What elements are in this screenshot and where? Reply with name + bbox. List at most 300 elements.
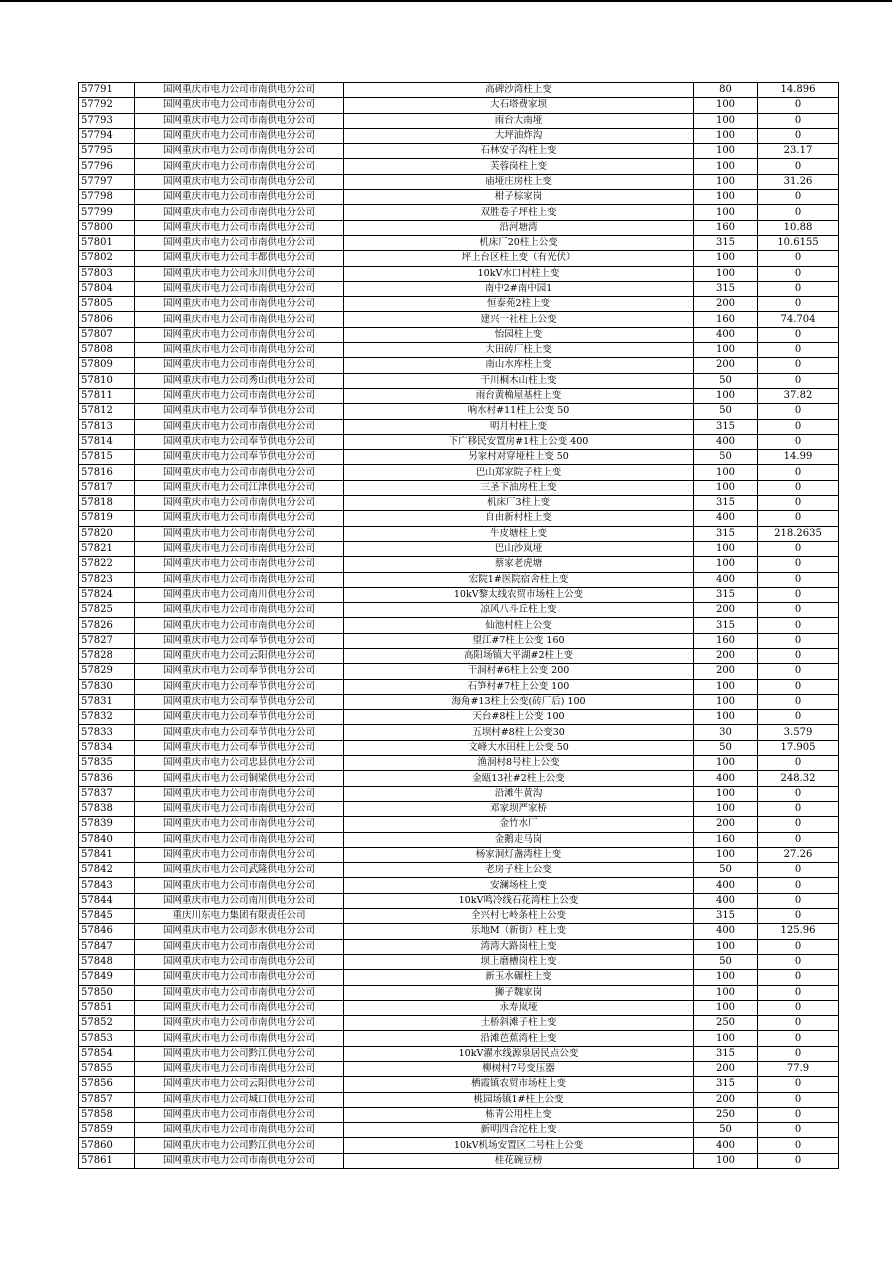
- row-id-cell: 57831: [79, 694, 135, 709]
- table-row: [79, 1031, 839, 1046]
- row-id-cell: 57841: [79, 847, 135, 862]
- capacity-cell: 100: [694, 98, 758, 113]
- row-id-cell: 57830: [79, 679, 135, 694]
- capacity-cell: 100: [694, 190, 758, 205]
- table-row: [79, 847, 839, 862]
- row-id-cell: 57798: [79, 190, 135, 205]
- transformer-name-cell: 坝上磨槽岗柱上变: [344, 954, 694, 969]
- table-row: [79, 1107, 839, 1122]
- company-cell: 国网重庆市电力公司市南供电分公司: [135, 419, 344, 434]
- capacity-cell: 160: [694, 832, 758, 847]
- transformer-name-cell: 南山水库柱上变: [344, 358, 694, 373]
- row-id-cell: 57835: [79, 756, 135, 771]
- value-cell: 0: [758, 817, 839, 832]
- table-row: [79, 970, 839, 985]
- capacity-cell: 50: [694, 450, 758, 465]
- transformer-name-cell: 天台#8柱上公变 100: [344, 710, 694, 725]
- transformer-name-cell: 邓家坝严家桥: [344, 801, 694, 816]
- row-id-cell: 57854: [79, 1046, 135, 1061]
- company-cell: 国网重庆市电力公司市南供电分公司: [135, 557, 344, 572]
- value-cell: 0: [758, 251, 839, 266]
- transformer-name-cell: 坪上台区柱上变（有光伏）: [344, 251, 694, 266]
- row-id-cell: 57847: [79, 939, 135, 954]
- row-id-cell: 57840: [79, 832, 135, 847]
- table-row: [79, 144, 839, 159]
- transformer-name-cell: 干洞村#6柱上公变 200: [344, 664, 694, 679]
- row-id-cell: 57818: [79, 496, 135, 511]
- transformer-name-cell: 巴山沙岚垭: [344, 541, 694, 556]
- capacity-cell: 80: [694, 83, 758, 98]
- table-row: [79, 939, 839, 954]
- company-cell: 国网重庆市电力公司秀山供电分公司: [135, 373, 344, 388]
- table-row: [79, 511, 839, 526]
- capacity-cell: 100: [694, 541, 758, 556]
- transformer-name-cell: 宏院1#医院宿舍柱上变: [344, 572, 694, 587]
- company-cell: 国网重庆市电力公司市南供电分公司: [135, 205, 344, 220]
- row-id-cell: 57832: [79, 710, 135, 725]
- table-row: [79, 1138, 839, 1153]
- row-id-cell: 57796: [79, 159, 135, 174]
- value-cell: 0: [758, 190, 839, 205]
- row-id-cell: 57848: [79, 954, 135, 969]
- row-id-cell: 57834: [79, 740, 135, 755]
- row-id-cell: 57839: [79, 817, 135, 832]
- table-row: [79, 235, 839, 250]
- capacity-cell: 400: [694, 771, 758, 786]
- capacity-cell: 315: [694, 1077, 758, 1092]
- capacity-cell: 100: [694, 128, 758, 143]
- capacity-cell: 100: [694, 113, 758, 128]
- transformer-name-cell: 渔洞村8号柱上公变: [344, 756, 694, 771]
- table-row: [79, 297, 839, 312]
- transformer-name-cell: 望江#7柱上公变 160: [344, 633, 694, 648]
- company-cell: 国网重庆市电力公司铜梁供电分公司: [135, 771, 344, 786]
- table-row: [79, 893, 839, 908]
- table-body: [79, 83, 839, 1169]
- table-row: [79, 832, 839, 847]
- row-id-cell: 57828: [79, 648, 135, 663]
- transformer-name-cell: 怡园柱上变: [344, 327, 694, 342]
- value-cell: 0: [758, 266, 839, 281]
- row-id-cell: 57793: [79, 113, 135, 128]
- transformer-name-cell: 巴山郑家院子柱上变: [344, 465, 694, 480]
- value-cell: 0: [758, 618, 839, 633]
- company-cell: 国网重庆市电力公司市南供电分公司: [135, 465, 344, 480]
- capacity-cell: 400: [694, 511, 758, 526]
- row-id-cell: 57807: [79, 327, 135, 342]
- value-cell: 0: [758, 1000, 839, 1015]
- company-cell: 国网重庆市电力公司市南供电分公司: [135, 526, 344, 541]
- row-id-cell: 57810: [79, 373, 135, 388]
- value-cell: 0: [758, 893, 839, 908]
- capacity-cell: 50: [694, 740, 758, 755]
- value-cell: 0: [758, 985, 839, 1000]
- table-row: [79, 190, 839, 205]
- table-row: [79, 266, 839, 281]
- value-cell: 77.9: [758, 1062, 839, 1077]
- row-id-cell: 57861: [79, 1153, 135, 1168]
- transformer-name-cell: 文峰大水田柱上公变 50: [344, 740, 694, 755]
- value-cell: 0: [758, 786, 839, 801]
- transformer-name-cell: 沿滩芭蕉湾柱上变: [344, 1031, 694, 1046]
- value-cell: 0: [758, 694, 839, 709]
- capacity-cell: 100: [694, 786, 758, 801]
- value-cell: 3.579: [758, 725, 839, 740]
- capacity-cell: 315: [694, 419, 758, 434]
- table-row: [79, 1077, 839, 1092]
- value-cell: 0: [758, 1092, 839, 1107]
- table-row: [79, 725, 839, 740]
- capacity-cell: 50: [694, 373, 758, 388]
- table-row: [79, 83, 839, 98]
- company-cell: 国网重庆市电力公司市南供电分公司: [135, 786, 344, 801]
- transformer-name-cell: 安澜场柱上变: [344, 878, 694, 893]
- table-row: [79, 924, 839, 939]
- table-row: [79, 496, 839, 511]
- capacity-cell: 315: [694, 909, 758, 924]
- transformer-name-cell: 机床厂20柱上公变: [344, 235, 694, 250]
- transformer-name-cell: 南中2#南中园1: [344, 281, 694, 296]
- company-cell: 国网重庆市电力公司市南供电分公司: [135, 343, 344, 358]
- company-cell: 国网重庆市电力公司市南供电分公司: [135, 281, 344, 296]
- table-row: [79, 572, 839, 587]
- company-cell: 国网重庆市电力公司市南供电分公司: [135, 1153, 344, 1168]
- capacity-cell: 100: [694, 694, 758, 709]
- transformer-name-cell: 干川桐木山柱上变: [344, 373, 694, 388]
- capacity-cell: 200: [694, 648, 758, 663]
- row-id-cell: 57849: [79, 970, 135, 985]
- value-cell: 0: [758, 327, 839, 342]
- row-id-cell: 57850: [79, 985, 135, 1000]
- table-row: [79, 404, 839, 419]
- value-cell: 0: [758, 1046, 839, 1061]
- value-cell: 0: [758, 419, 839, 434]
- capacity-cell: 200: [694, 358, 758, 373]
- capacity-cell: 315: [694, 1046, 758, 1061]
- company-cell: 国网重庆市电力公司忠县供电分公司: [135, 756, 344, 771]
- transformer-name-cell: 五坝村#8柱上公变30: [344, 725, 694, 740]
- company-cell: 国网重庆市电力公司江津供电分公司: [135, 480, 344, 495]
- value-cell: 0: [758, 587, 839, 602]
- value-cell: 0: [758, 480, 839, 495]
- capacity-cell: 100: [694, 1031, 758, 1046]
- value-cell: 0: [758, 878, 839, 893]
- value-cell: 31.26: [758, 174, 839, 189]
- company-cell: 国网重庆市电力公司奉节供电分公司: [135, 434, 344, 449]
- row-id-cell: 57821: [79, 541, 135, 556]
- row-id-cell: 57795: [79, 144, 135, 159]
- row-id-cell: 57827: [79, 633, 135, 648]
- transformer-name-cell: 10kV机场安置区二号柱上公变: [344, 1138, 694, 1153]
- company-cell: 国网重庆市电力公司黔江供电分公司: [135, 1138, 344, 1153]
- company-cell: 国网重庆市电力公司永川供电分公司: [135, 266, 344, 281]
- company-cell: 国网重庆市电力公司市南供电分公司: [135, 847, 344, 862]
- company-cell: 国网重庆市电力公司市南供电分公司: [135, 83, 344, 98]
- value-cell: 0: [758, 909, 839, 924]
- company-cell: 国网重庆市电力公司奉节供电分公司: [135, 725, 344, 740]
- capacity-cell: 315: [694, 587, 758, 602]
- transformer-name-cell: 芙蓉岗柱上变: [344, 159, 694, 174]
- table-row: [79, 358, 839, 373]
- value-cell: 0: [758, 1077, 839, 1092]
- value-cell: 0: [758, 496, 839, 511]
- capacity-cell: 100: [694, 679, 758, 694]
- transformer-name-cell: 老房子柱上公变: [344, 863, 694, 878]
- company-cell: 国网重庆市电力公司南川供电分公司: [135, 893, 344, 908]
- capacity-cell: 100: [694, 251, 758, 266]
- table-row: [79, 1046, 839, 1061]
- company-cell: 国网重庆市电力公司市南供电分公司: [135, 618, 344, 633]
- capacity-cell: 50: [694, 1123, 758, 1138]
- table-row: [79, 909, 839, 924]
- table-row: [79, 312, 839, 327]
- value-cell: 14.99: [758, 450, 839, 465]
- value-cell: 0: [758, 373, 839, 388]
- row-id-cell: 57853: [79, 1031, 135, 1046]
- company-cell: 国网重庆市电力公司市南供电分公司: [135, 954, 344, 969]
- company-cell: 国网重庆市电力公司市南供电分公司: [135, 1031, 344, 1046]
- row-id-cell: 57816: [79, 465, 135, 480]
- row-id-cell: 57808: [79, 343, 135, 358]
- row-id-cell: 57800: [79, 220, 135, 235]
- transformer-name-cell: 乐地M（新街）柱上变: [344, 924, 694, 939]
- row-id-cell: 57837: [79, 786, 135, 801]
- value-cell: 0: [758, 1123, 839, 1138]
- transformer-name-cell: 下广移民安置房#1柱上公变 400: [344, 434, 694, 449]
- capacity-cell: 400: [694, 893, 758, 908]
- table-row: [79, 801, 839, 816]
- capacity-cell: 100: [694, 388, 758, 403]
- transformer-name-cell: 海角#13柱上公变(砖厂后) 100: [344, 694, 694, 709]
- value-cell: 0: [758, 679, 839, 694]
- page-top-border: [0, 0, 892, 2]
- transformer-name-cell: 大坪油炸沟: [344, 128, 694, 143]
- transformer-name-cell: 双胜卷子坪柱上变: [344, 205, 694, 220]
- table-row: [79, 1062, 839, 1077]
- transformer-name-cell: 土桥斜滩子柱上变: [344, 1016, 694, 1031]
- transformer-name-cell: 杨家洞灯盏湾柱上变: [344, 847, 694, 862]
- company-cell: 国网重庆市电力公司市南供电分公司: [135, 174, 344, 189]
- transformer-name-cell: 三圣下油房柱上变: [344, 480, 694, 495]
- capacity-cell: 400: [694, 924, 758, 939]
- table-row: [79, 480, 839, 495]
- company-cell: 国网重庆市电力公司市南供电分公司: [135, 572, 344, 587]
- company-cell: 国网重庆市电力公司市南供电分公司: [135, 1016, 344, 1031]
- transformer-name-cell: 桂花碗豆榜: [344, 1153, 694, 1168]
- capacity-cell: 100: [694, 985, 758, 1000]
- capacity-cell: 100: [694, 266, 758, 281]
- value-cell: 0: [758, 756, 839, 771]
- row-id-cell: 57811: [79, 388, 135, 403]
- company-cell: 国网重庆市电力公司市南供电分公司: [135, 220, 344, 235]
- table-row: [79, 450, 839, 465]
- table-row: [79, 664, 839, 679]
- company-cell: 国网重庆市电力公司市南供电分公司: [135, 190, 344, 205]
- table-row: [79, 786, 839, 801]
- table-row: [79, 1000, 839, 1015]
- capacity-cell: 400: [694, 1138, 758, 1153]
- row-id-cell: 57833: [79, 725, 135, 740]
- value-cell: 0: [758, 863, 839, 878]
- company-cell: 国网重庆市电力公司市南供电分公司: [135, 939, 344, 954]
- table-row: [79, 434, 839, 449]
- row-id-cell: 57857: [79, 1092, 135, 1107]
- value-cell: 10.88: [758, 220, 839, 235]
- row-id-cell: 57806: [79, 312, 135, 327]
- value-cell: 0: [758, 1107, 839, 1122]
- row-id-cell: 57858: [79, 1107, 135, 1122]
- transformer-name-cell: 蔡家老虎塘: [344, 557, 694, 572]
- value-cell: 0: [758, 404, 839, 419]
- capacity-cell: 200: [694, 1062, 758, 1077]
- transformer-name-cell: 石笋村#7柱上公变 100: [344, 679, 694, 694]
- value-cell: 0: [758, 572, 839, 587]
- capacity-cell: 160: [694, 220, 758, 235]
- value-cell: 0: [758, 832, 839, 847]
- capacity-cell: 100: [694, 710, 758, 725]
- transformer-name-cell: 栋青公用柱上变: [344, 1107, 694, 1122]
- value-cell: 0: [758, 358, 839, 373]
- table-row: [79, 954, 839, 969]
- row-id-cell: 57825: [79, 603, 135, 618]
- capacity-cell: 100: [694, 144, 758, 159]
- table-row: [79, 1153, 839, 1168]
- capacity-cell: 200: [694, 603, 758, 618]
- table-row: [79, 113, 839, 128]
- capacity-cell: 200: [694, 817, 758, 832]
- company-cell: 国网重庆市电力公司彭水供电分公司: [135, 924, 344, 939]
- row-id-cell: 57844: [79, 893, 135, 908]
- row-id-cell: 57814: [79, 434, 135, 449]
- value-cell: 0: [758, 281, 839, 296]
- value-cell: 74.704: [758, 312, 839, 327]
- value-cell: 218.2635: [758, 526, 839, 541]
- transformer-name-cell: 雨台黄桷屋基柱上变: [344, 388, 694, 403]
- row-id-cell: 57822: [79, 557, 135, 572]
- row-id-cell: 57803: [79, 266, 135, 281]
- table-row: [79, 863, 839, 878]
- company-cell: 国网重庆市电力公司市南供电分公司: [135, 817, 344, 832]
- transformer-name-cell: 大石塔费家坝: [344, 98, 694, 113]
- value-cell: 0: [758, 557, 839, 572]
- capacity-cell: 100: [694, 847, 758, 862]
- row-id-cell: 57859: [79, 1123, 135, 1138]
- table-row: [79, 710, 839, 725]
- capacity-cell: 100: [694, 465, 758, 480]
- table-row: [79, 557, 839, 572]
- row-id-cell: 57805: [79, 297, 135, 312]
- table-row: [79, 251, 839, 266]
- company-cell: 国网重庆市电力公司市南供电分公司: [135, 358, 344, 373]
- capacity-cell: 200: [694, 664, 758, 679]
- value-cell: 0: [758, 633, 839, 648]
- transformer-name-cell: 10kV水口村柱上变: [344, 266, 694, 281]
- transformer-name-cell: 栖霞镇农贸市场柱上变: [344, 1077, 694, 1092]
- row-id-cell: 57823: [79, 572, 135, 587]
- company-cell: 国网重庆市电力公司武隆供电分公司: [135, 863, 344, 878]
- company-cell: 国网重庆市电力公司市南供电分公司: [135, 541, 344, 556]
- company-cell: 国网重庆市电力公司云阳供电分公司: [135, 1077, 344, 1092]
- table-row: [79, 618, 839, 633]
- table-row: [79, 526, 839, 541]
- transformer-name-cell: 柳树村7号变压器: [344, 1062, 694, 1077]
- transformer-name-cell: 庙垭庄房柱上变: [344, 174, 694, 189]
- value-cell: 0: [758, 603, 839, 618]
- capacity-cell: 100: [694, 939, 758, 954]
- transformer-name-cell: 永寿岚垭: [344, 1000, 694, 1015]
- company-cell: 国网重庆市电力公司奉节供电分公司: [135, 679, 344, 694]
- company-cell: 国网重庆市电力公司市南供电分公司: [135, 98, 344, 113]
- capacity-cell: 160: [694, 312, 758, 327]
- transformer-name-cell: 金鹅走马岗: [344, 832, 694, 847]
- company-cell: 国网重庆市电力公司市南供电分公司: [135, 1000, 344, 1015]
- table-row: [79, 419, 839, 434]
- row-id-cell: 57802: [79, 251, 135, 266]
- table-row: [79, 587, 839, 602]
- table-row: [79, 343, 839, 358]
- value-cell: 0: [758, 98, 839, 113]
- company-cell: 国网重庆市电力公司黔江供电分公司: [135, 1046, 344, 1061]
- capacity-cell: 100: [694, 174, 758, 189]
- transformer-name-cell: 响水村#11柱上公变 50: [344, 404, 694, 419]
- capacity-cell: 50: [694, 863, 758, 878]
- transformer-name-cell: 明月村柱上变: [344, 419, 694, 434]
- transformer-name-cell: 高碑沙湾柱上变: [344, 83, 694, 98]
- capacity-cell: 100: [694, 343, 758, 358]
- capacity-cell: 400: [694, 572, 758, 587]
- row-id-cell: 57824: [79, 587, 135, 602]
- company-cell: 国网重庆市电力公司市南供电分公司: [135, 128, 344, 143]
- transformer-name-cell: 大田砖厂柱上变: [344, 343, 694, 358]
- value-cell: 0: [758, 801, 839, 816]
- table-row: [79, 159, 839, 174]
- row-id-cell: 57813: [79, 419, 135, 434]
- capacity-cell: 315: [694, 618, 758, 633]
- row-id-cell: 57820: [79, 526, 135, 541]
- table-row: [79, 388, 839, 403]
- transformer-name-cell: 10kV黎太线农贸市场柱上公变: [344, 587, 694, 602]
- transformer-name-cell: 另家村对穿垭柱上变 50: [344, 450, 694, 465]
- capacity-cell: 50: [694, 404, 758, 419]
- company-cell: 国网重庆市电力公司奉节供电分公司: [135, 450, 344, 465]
- transformer-name-cell: 沿滩牛黄沟: [344, 786, 694, 801]
- row-id-cell: 57792: [79, 98, 135, 113]
- capacity-cell: 250: [694, 1016, 758, 1031]
- capacity-cell: 100: [694, 801, 758, 816]
- value-cell: 0: [758, 1031, 839, 1046]
- value-cell: 0: [758, 1016, 839, 1031]
- transformer-name-cell: 金竹水厂: [344, 817, 694, 832]
- capacity-cell: 100: [694, 159, 758, 174]
- table-row: [79, 633, 839, 648]
- company-cell: 国网重庆市电力公司奉节供电分公司: [135, 710, 344, 725]
- row-id-cell: 57826: [79, 618, 135, 633]
- row-id-cell: 57809: [79, 358, 135, 373]
- value-cell: 0: [758, 664, 839, 679]
- row-id-cell: 57843: [79, 878, 135, 893]
- table-row: [79, 740, 839, 755]
- transformer-name-cell: 10kV鸣冷线石花湾柱上公变: [344, 893, 694, 908]
- table-row: [79, 1123, 839, 1138]
- company-cell: 国网重庆市电力公司奉节供电分公司: [135, 664, 344, 679]
- company-cell: 国网重庆市电力公司市南供电分公司: [135, 388, 344, 403]
- table-row: [79, 756, 839, 771]
- transformer-name-cell: 牛皮塘柱上变: [344, 526, 694, 541]
- transformer-name-cell: 恒泰苑2柱上变: [344, 297, 694, 312]
- row-id-cell: 57819: [79, 511, 135, 526]
- company-cell: 国网重庆市电力公司奉节供电分公司: [135, 740, 344, 755]
- value-cell: 0: [758, 939, 839, 954]
